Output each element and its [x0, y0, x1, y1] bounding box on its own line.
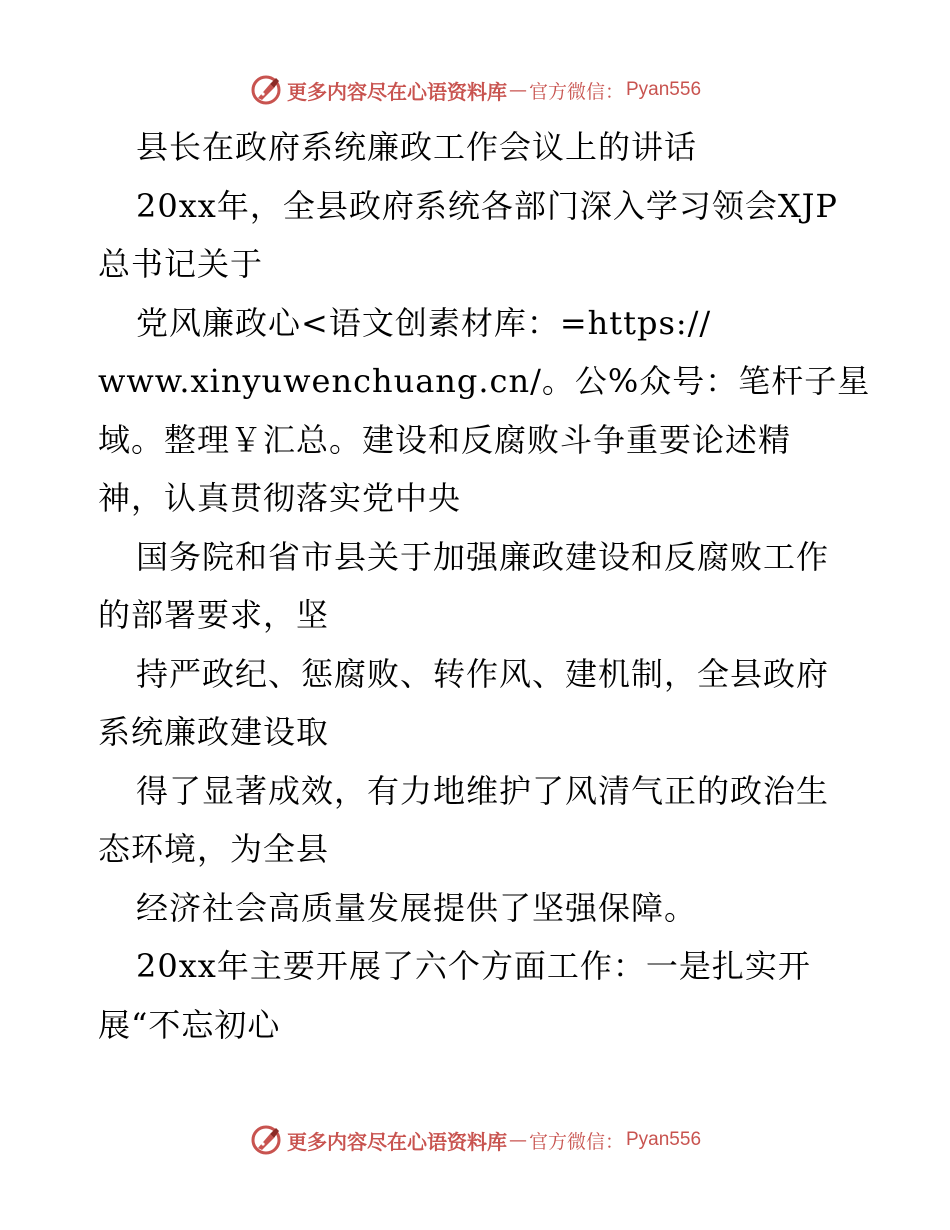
paragraph-line: 20xx年主要开展了六个方面工作：一是扎实开 — [136, 947, 811, 985]
paragraph-line: 20xx年，全县政府系统各部门深入学习领会XJP — [136, 186, 838, 225]
footer-banner-dash: — — [508, 1129, 527, 1151]
document-title: 县长在政府系统廉政工作会议上的讲话 — [136, 128, 698, 166]
header-banner-text: 更多内容尽在心语资料库 — [286, 79, 507, 104]
paragraph-line: 经济社会高质量发展提供了坚强保障。 — [136, 888, 698, 927]
pen-nib-logo-icon — [249, 1123, 283, 1157]
footer-banner-text: 更多内容尽在心语资料库 — [286, 1129, 507, 1154]
footer-wechat-label: 官方微信： — [528, 1130, 624, 1153]
document-body — [98, 118, 871, 1054]
paragraph-line: 持严政纪、惩腐败、转作风、建机制，全县政府 — [136, 654, 830, 693]
header-banner-dash: — — [508, 79, 527, 101]
header-wechat-label: 官方微信： — [528, 80, 624, 103]
paragraph-line: 域。整理￥汇总。建设和反腐败斗争重要论述精 — [98, 420, 792, 459]
header-banner[interactable] — [0, 70, 950, 110]
paragraph-line: 得了显著成效，有力地维护了风清气正的政治生 — [136, 771, 830, 810]
paragraph-line: 的部署要求，坚 — [98, 596, 330, 634]
paragraph-line: 神，认真贯彻落实党中央 — [98, 479, 462, 517]
paragraph-line: 态环境，为全县 — [98, 830, 330, 868]
paragraph-line: 系统廉政建设取 — [98, 713, 330, 751]
paragraph-line: 国务院和省市县关于加强廉政建设和反腐败工作 — [136, 537, 830, 576]
footer-wechat-id: Pyan556 — [626, 1129, 702, 1150]
pen-nib-logo-icon — [249, 73, 283, 107]
header-wechat-id: Pyan556 — [626, 79, 702, 100]
paragraph-line: 总书记关于 — [98, 245, 264, 283]
footer-banner[interactable] — [0, 1120, 950, 1160]
paragraph-line: www.xinyuwenchuang.cn/。公%众号：笔杆子星 — [98, 362, 871, 400]
paragraph-line: 党风廉政心<语文创素材库：=https:// — [136, 303, 712, 342]
paragraph-line: 展“不忘初心 — [98, 1005, 281, 1044]
